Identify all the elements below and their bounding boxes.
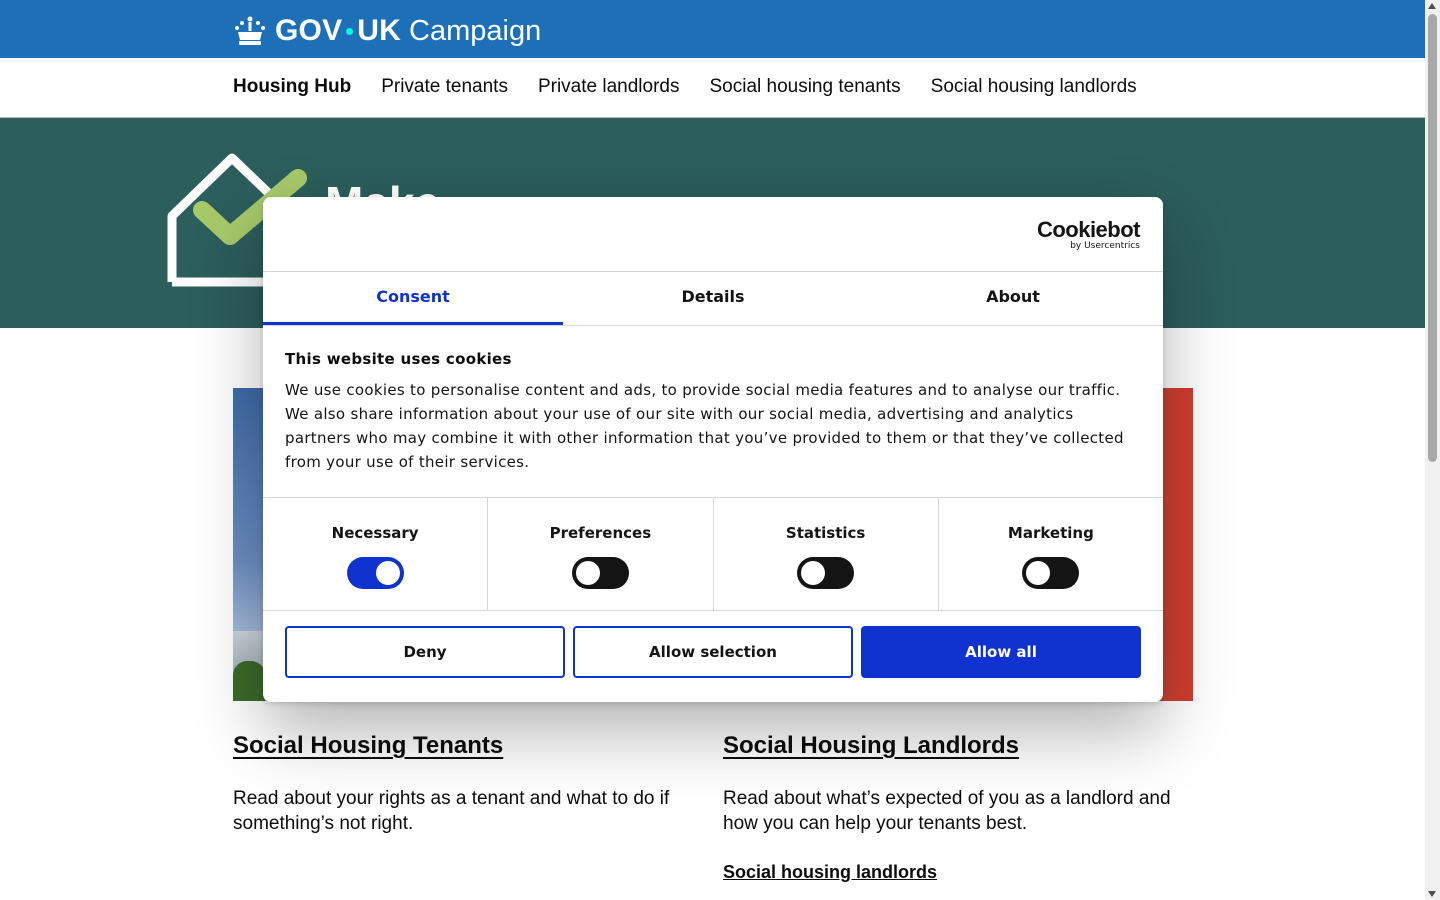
allow-selection-button[interactable]: Allow selection: [573, 626, 853, 678]
toggle-knob: [1026, 561, 1050, 585]
deny-button[interactable]: Deny: [285, 626, 565, 678]
category-label: Necessary: [331, 524, 419, 542]
toggle-knob: [576, 561, 600, 585]
brand-campaign: Campaign: [409, 15, 542, 47]
necessary-toggle[interactable]: [347, 557, 404, 589]
social-housing-landlords-link[interactable]: Social housing landlords: [723, 862, 938, 882]
statistics-toggle[interactable]: [797, 557, 854, 589]
dialog-heading: This website uses cookies: [285, 350, 512, 368]
scroll-down-icon[interactable]: [1428, 891, 1436, 897]
card-text-tenants: Read about your rights as a tenant and what to do if something’s not right.: [233, 788, 670, 834]
marketing-toggle[interactable]: [1022, 557, 1079, 589]
category-label: Preferences: [549, 524, 652, 542]
category-preferences: [488, 498, 713, 610]
govuk-logo-link[interactable]: [233, 14, 541, 48]
cookiebot-logo-text: Cookiebot: [1036, 217, 1140, 242]
cookie-consent-dialog: [263, 197, 1163, 702]
category-label: Statistics: [785, 524, 866, 542]
toggle-knob: [376, 561, 400, 585]
tree-image: [233, 661, 265, 701]
dialog-description: We use cookies to personalise content and ads, to provide social media features and to analyse our traffic. We also share information about your use of our site with our social media, advertising and analytics partners who may combine it with other information that you’ve provided to them or that they’ve collected from your use of their services.: [285, 381, 1124, 471]
brand-dot: [346, 28, 353, 35]
category-necessary: [263, 498, 488, 610]
scroll-up-icon[interactable]: [1428, 3, 1436, 9]
nav-item-private-tenants[interactable]: Private tenants: [381, 76, 508, 97]
dialog-tabs: [263, 272, 1163, 326]
nav-item-social-housing-landlords[interactable]: Social housing landlords: [930, 76, 1137, 97]
govuk-header: [0, 0, 1425, 58]
nav-item-private-landlords[interactable]: Private landlords: [537, 76, 680, 97]
tab-about[interactable]: About: [986, 287, 1040, 306]
toggle-knob: [801, 561, 825, 585]
crown-icon: [233, 14, 267, 48]
dialog-buttons: [263, 611, 1163, 678]
scrollbar-thumb[interactable]: [1428, 14, 1437, 462]
tab-consent[interactable]: Consent: [263, 272, 563, 325]
cookiebot-logo: [1037, 219, 1140, 251]
allow-all-button[interactable]: Allow all: [861, 626, 1141, 678]
page-scrollbar[interactable]: [1425, 0, 1440, 900]
brand-uk: UK: [357, 14, 402, 47]
category-statistics: [714, 498, 939, 610]
dialog-header: [263, 197, 1163, 272]
tab-details[interactable]: Details: [681, 287, 745, 306]
nav-item-housing-hub[interactable]: Housing Hub: [233, 76, 352, 97]
nav-item-social-housing-tenants[interactable]: Social housing tenants: [709, 76, 901, 97]
category-marketing: [939, 498, 1163, 610]
category-label: Marketing: [1007, 524, 1094, 542]
brand-gov: GOV: [275, 14, 343, 47]
card-text-landlords: Read about what’s expected of you as a landlord and how you can help your tenants best.: [723, 788, 1171, 834]
site-navigation: [0, 58, 1425, 118]
cookiebot-logo-sub: by Usercentrics: [1070, 241, 1140, 251]
card-title-tenants[interactable]: Social Housing Tenants: [233, 732, 504, 759]
preferences-toggle[interactable]: [572, 557, 629, 589]
dialog-body: [263, 326, 1163, 498]
card-title-landlords[interactable]: Social Housing Landlords: [723, 732, 1020, 759]
cookie-categories: [263, 498, 1163, 611]
